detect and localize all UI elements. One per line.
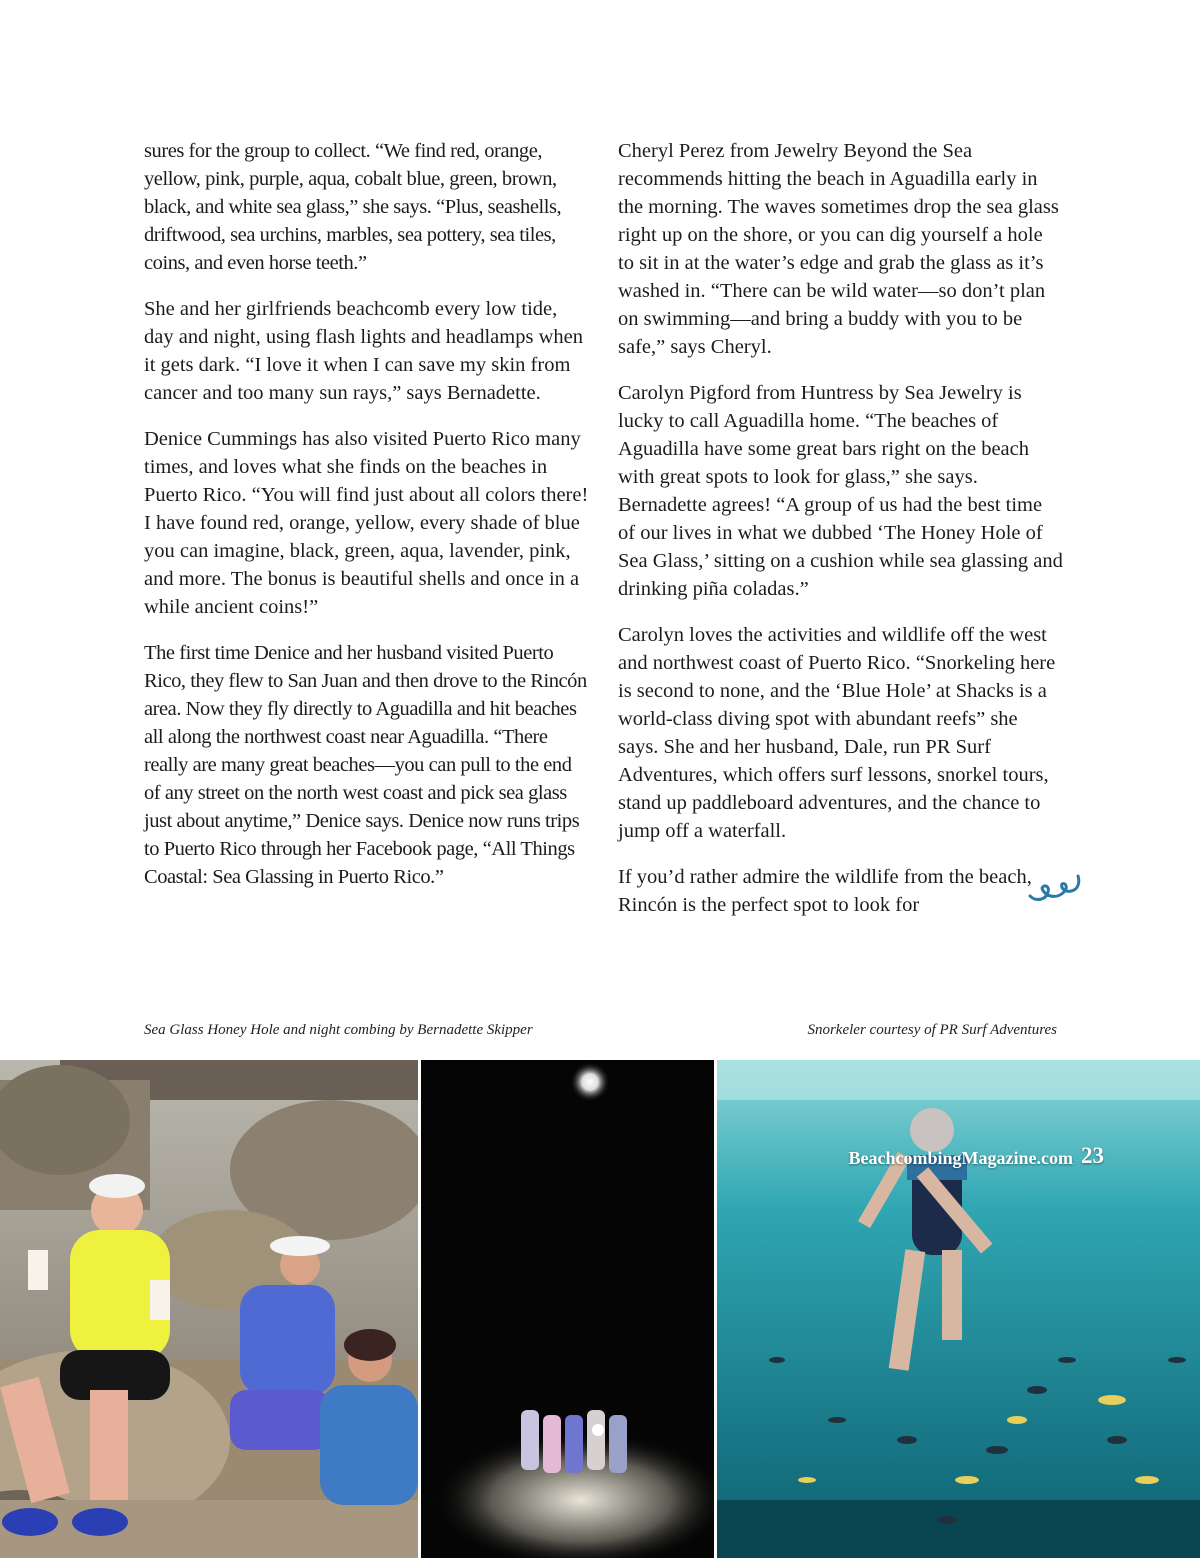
paragraph: If you’d rather admire the wildlife from the beach, Rincón is the perfect spot to look for xyxy=(618,866,1032,916)
paragraph: sures for the group to collect. “We find red, orange, yellow, pink, purple, aqua, cobalt blue, green, brown, black, and white sea glass,” she says. “Plus, seashells, driftwood, sea urchins, marbles, sea pottery, sea tiles, coins, and even horse teeth.” xyxy=(144,140,562,274)
paragraph: Cheryl Perez from Jewelry Beyond the Sea recommends hitting the beach in Aguadilla early in the morning. The waves sometimes drop the sea glass right up on the shore, or you can dig yourself a hole to sit in at the water’s edge and grab the glass as it’s washed in. “There can be wild water—so don’t plan on swimming—and bring a buddy with you to be safe,” says Cheryl. xyxy=(618,140,1059,358)
paragraph: The first time Denice and her husband visited Puerto Rico, they flew to San Juan and then drove to the Rincón area. Now they fly directly to Aguadilla and hit beaches all along the northwest coast near Aguadilla. “There really are many great beaches—you can pull to the end of any street on the north west coast and pick sea glass just about anytime,” Denice says. Denice now runs trips to Puerto Rico through her Facebook page, “All Things Coastal: Sea Glassing in Puerto Rico.” xyxy=(144,642,587,888)
photo-caption-right: Snorkeler courtesy of PR Surf Adventures xyxy=(807,1022,1057,1038)
wave-swirl-icon xyxy=(1026,866,1084,906)
paragraph: Denice Cummings has also visited Puerto Rico many times, and loves what she finds on the beaches in Puerto Rico. “You will find just about all colors there! I have found red, orange, yellow, every shade of blue you can imagine, black, green, aqua, lavender, pink, and more. The bonus is beautiful shells and once in a while ancient coins!” xyxy=(144,428,589,618)
article-column-left xyxy=(144,137,589,909)
magazine-website: BeachcombingMagazine.com xyxy=(848,1148,1073,1168)
photo-caption-left: Sea Glass Honey Hole and night combing by Bernadette Skipper xyxy=(144,1022,533,1038)
article-column-right xyxy=(618,137,1063,937)
paragraph: Carolyn Pigford from Huntress by Sea Jewelry is lucky to call Aguadilla home. “The beaches of Aguadilla have some great bars right on the beach with great spots to look for glass,” she says. Bernadette agrees! “A group of us had the best time of our lives in what we dubbed ‘The Honey Hole of Sea Glass,’ sitting on a cushion while sea glassing and drinking piña coladas.” xyxy=(618,382,1063,600)
paragraph: Carolyn loves the activities and wildlife off the west and northwest coast of Puerto Rico. “Snorkeling here is second to none, and the ‘Blue Hole’ at Shacks is a world-class diving spot with abundant reefs” she says. She and her husband, Dale, run PR Surf Adventures, which offers surf lessons, snorkel tours, stand up paddleboard adventures, and the chance to jump off a waterfall. xyxy=(618,624,1056,842)
photo-snorkeler xyxy=(717,1060,1200,1558)
photo-night-combing xyxy=(421,1060,714,1558)
paragraph: She and her girlfriends beachcomb every low tide, day and night, using flash lights and headlamps when it gets dark. “I love it when I can save my skin from cancer and too many sun rays,” says Bernadette. xyxy=(144,298,583,404)
photo-beach-group xyxy=(0,1060,418,1558)
page-number: 23 xyxy=(1081,1143,1104,1168)
